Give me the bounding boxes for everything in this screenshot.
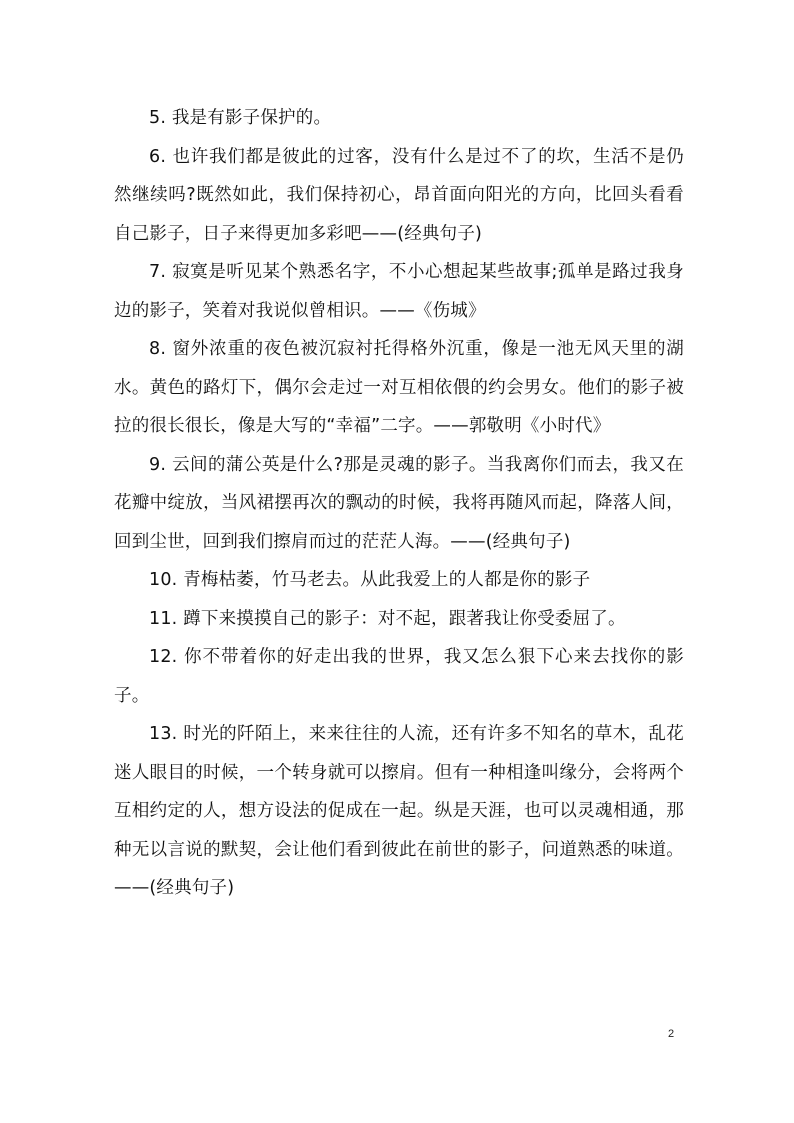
quote-paragraph-11: 11. 蹲下来摸摸自己的影子：对不起，跟著我让你受委屈了。 [149,608,626,629]
quote-paragraph-8: 8. 窗外浓重的夜色被沉寂衬托得格外沉重，像是一池无风天里的湖水。黄色的路灯下，偶尔会走过一对互相依偎的约会男女。他们的影子被拉的很长很长，像是大写的“幸福”二字。——郭敬明《小时代》 [114,339,684,436]
quote-paragraph-5: 5. 我是有影子保护的。 [149,108,332,128]
quote-paragraph-10: 10. 青梅枯萎，竹马老去。从此我爱上的人都是你的影子 [149,570,591,590]
page-number: 2 [668,1028,675,1040]
document-body [114,99,684,908]
quote-paragraph-9: 9. 云间的蒲公英是什么?那是灵魂的影子。当我离你们而去，我又在花瓣中绽放，当风裙摆再次的飘动的时候，我将再随风而起，降落人间，回到尘世，回到我们擦肩而过的茫茫人海。——(经典句子) [114,454,684,552]
quote-paragraph-12: 12. 你不带着你的好走出我的世界，我又怎么狠下心来去找你的影子。 [114,647,684,706]
quote-paragraph-7: 7. 寂寞是听见某个熟悉名字，不小心想起某些故事;孤单是路过我身边的影子，笑着对我说似曾相识。——《伤城》 [114,262,684,321]
quote-paragraph-6: 6. 也许我们都是彼此的过客，没有什么是过不了的坎，生活不是仍然继续吗?既然如此，我们保持初心，昂首面向阳光的方向，比回头看看自己影子，日子来得更加多彩吧——(经典句子) [114,146,684,244]
quote-paragraph-13: 13. 时光的阡陌上，来来往往的人流，还有许多不知名的草木，乱花迷人眼目的时候，一个转身就可以擦肩。但有一种相逢叫缘分，会将两个互相约定的人，想方设法的促成在一起。纵是天涯，也可以灵魂相通，那种无以言说的默契，会让他们看到彼此在前世的影子，问道熟悉的味道。——(经典句子) [114,724,684,898]
